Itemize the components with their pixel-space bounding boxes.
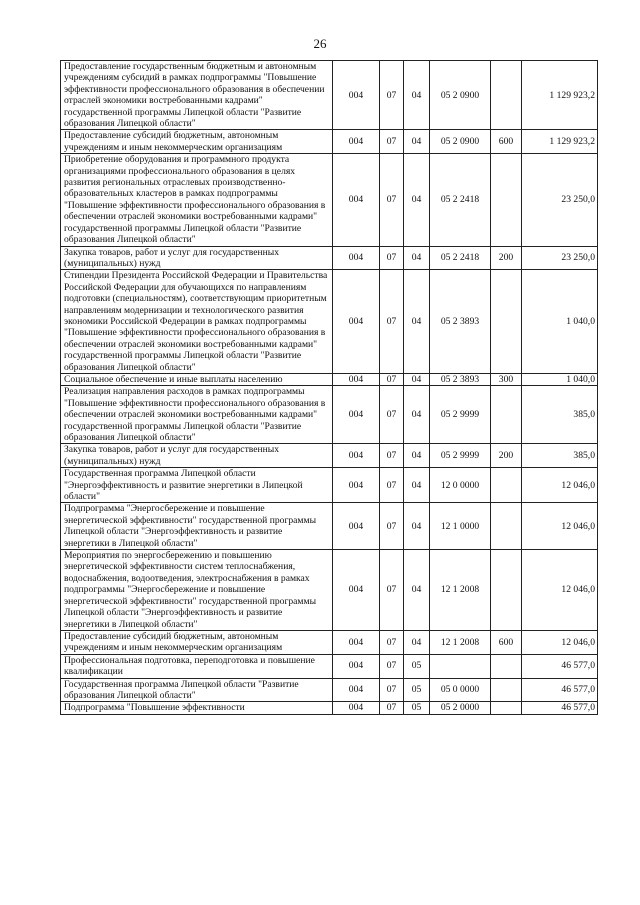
- table-row: [61, 503, 598, 550]
- table-row: [61, 246, 598, 270]
- target-code: 05 2 0900: [430, 61, 491, 130]
- section-code: 07: [380, 444, 404, 468]
- amount: 385,0: [522, 386, 598, 444]
- ministry-code: 004: [333, 444, 380, 468]
- expense-type-code: [491, 654, 522, 678]
- item-name: Подпрограмма "Повышение эффективности: [61, 702, 333, 714]
- ministry-code: 004: [333, 678, 380, 702]
- subsection-code: 04: [404, 503, 430, 550]
- expense-type-code: [491, 702, 522, 714]
- item-name: Предоставление субсидий бюджетным, автономным учреждениям и иным некоммерческим организациям: [61, 630, 333, 654]
- section-code: 07: [380, 654, 404, 678]
- ministry-code: 004: [333, 130, 380, 154]
- subsection-code: 04: [404, 468, 430, 503]
- subsection-code: 04: [404, 386, 430, 444]
- amount: 46 577,0: [522, 654, 598, 678]
- item-name: Государственная программа Липецкой области "Развитие образования Липецкой области": [61, 678, 333, 702]
- item-name: Мероприятия по энергосбережению и повышению энергетической эффективности систем теплоснабжения, водоснабжения, водоотведения, электроснабжения в рамках подпрограммы "Энергосбережение и повышение энергетической эффективности" государственной программы Липецкой области "Энергоэффективность и развитие энергетики в Липецкой области": [61, 550, 333, 631]
- expense-type-code: [491, 503, 522, 550]
- amount: 46 577,0: [522, 678, 598, 702]
- item-name: Предоставление субсидий бюджетным, автономным учреждениям и иным некоммерческим организациям: [61, 130, 333, 154]
- target-code: 05 2 9999: [430, 444, 491, 468]
- expense-type-code: [491, 678, 522, 702]
- subsection-code: 04: [404, 630, 430, 654]
- amount: 1 129 923,2: [522, 130, 598, 154]
- section-code: 07: [380, 503, 404, 550]
- target-code: [430, 654, 491, 678]
- target-code: 05 2 3893: [430, 270, 491, 374]
- amount: 1 040,0: [522, 373, 598, 385]
- section-code: 07: [380, 468, 404, 503]
- item-name: Социальное обеспечение и иные выплаты населению: [61, 373, 333, 385]
- ministry-code: 004: [333, 630, 380, 654]
- subsection-code: 04: [404, 444, 430, 468]
- expense-type-code: [491, 550, 522, 631]
- amount: 12 046,0: [522, 630, 598, 654]
- target-code: 12 0 0000: [430, 468, 491, 503]
- target-code: 05 2 9999: [430, 386, 491, 444]
- ministry-code: 004: [333, 270, 380, 374]
- item-name: Приобретение оборудования и программного продукта организациями профессионального образования в целях развития региональных отраслевых производственно-образовательных кластеров в рамках подпрограммы "Повышение эффективности профессионального образования в обеспечении отраслей экономики востребованными кадрами" государственной программы Липецкой области "Развитие образования Липецкой области": [61, 154, 333, 246]
- section-code: 07: [380, 678, 404, 702]
- table-row: [61, 386, 598, 444]
- subsection-code: 04: [404, 550, 430, 631]
- amount: 12 046,0: [522, 468, 598, 503]
- subsection-code: 04: [404, 270, 430, 374]
- ministry-code: 004: [333, 154, 380, 246]
- target-code: 05 2 2418: [430, 154, 491, 246]
- section-code: 07: [380, 130, 404, 154]
- subsection-code: 04: [404, 373, 430, 385]
- item-name: Предоставление государственным бюджетным и автономным учреждениям субсидий в рамках подпрограммы "Повышение эффективности профессионального образования в обеспечении отраслей экономики востребованными кадрами" государственной программы Липецкой области "Развитие образования Липецкой области": [61, 61, 333, 130]
- subsection-code: 05: [404, 654, 430, 678]
- subsection-code: 04: [404, 61, 430, 130]
- expense-type-code: 300: [491, 373, 522, 385]
- page-number: 26: [313, 36, 327, 51]
- subsection-code: 04: [404, 246, 430, 270]
- item-name: Государственная программа Липецкой области "Энергоэффективность и развитие энергетики в Липецкой области": [61, 468, 333, 503]
- expense-type-code: [491, 61, 522, 130]
- subsection-code: 04: [404, 154, 430, 246]
- table-row: [61, 550, 598, 631]
- item-name: Реализация направления расходов в рамках подпрограммы "Повышение эффективности профессионального образования в обеспечении отраслей экономики востребованными кадрами" государственной программы Липецкой области "Развитие образования Липецкой области": [61, 386, 333, 444]
- target-code: 05 2 0900: [430, 130, 491, 154]
- ministry-code: 004: [333, 246, 380, 270]
- ministry-code: 004: [333, 468, 380, 503]
- table-row: [61, 702, 598, 714]
- section-code: 07: [380, 702, 404, 714]
- expense-type-code: 600: [491, 630, 522, 654]
- table-row: [61, 373, 598, 385]
- amount: 1 129 923,2: [522, 61, 598, 130]
- budget-table: [60, 60, 598, 715]
- section-code: 07: [380, 61, 404, 130]
- table-row: [61, 154, 598, 246]
- ministry-code: 004: [333, 61, 380, 130]
- subsection-code: 05: [404, 678, 430, 702]
- target-code: 12 1 2008: [430, 630, 491, 654]
- table-row: [61, 444, 598, 468]
- table-row: [61, 678, 598, 702]
- amount: 1 040,0: [522, 270, 598, 374]
- table-row: [61, 130, 598, 154]
- table-row: [61, 61, 598, 130]
- expense-type-code: [491, 154, 522, 246]
- target-code: 05 2 2418: [430, 246, 491, 270]
- amount: 385,0: [522, 444, 598, 468]
- table-row: [61, 468, 598, 503]
- amount: 12 046,0: [522, 550, 598, 631]
- target-code: 12 1 2008: [430, 550, 491, 631]
- amount: 46 577,0: [522, 702, 598, 714]
- section-code: 07: [380, 270, 404, 374]
- ministry-code: 004: [333, 654, 380, 678]
- ministry-code: 004: [333, 373, 380, 385]
- expense-type-code: [491, 386, 522, 444]
- item-name: Закупка товаров, работ и услуг для государственных (муниципальных) нужд: [61, 444, 333, 468]
- item-name: Закупка товаров, работ и услуг для государственных (муниципальных) нужд: [61, 246, 333, 270]
- section-code: 07: [380, 550, 404, 631]
- ministry-code: 004: [333, 702, 380, 714]
- amount: 23 250,0: [522, 246, 598, 270]
- ministry-code: 004: [333, 386, 380, 444]
- subsection-code: 04: [404, 130, 430, 154]
- expense-type-code: 600: [491, 130, 522, 154]
- section-code: 07: [380, 630, 404, 654]
- expense-type-code: [491, 270, 522, 374]
- expense-type-code: 200: [491, 444, 522, 468]
- target-code: 05 2 3893: [430, 373, 491, 385]
- target-code: 12 1 0000: [430, 503, 491, 550]
- target-code: 05 2 0000: [430, 702, 491, 714]
- section-code: 07: [380, 386, 404, 444]
- amount: 12 046,0: [522, 503, 598, 550]
- table-row: [61, 654, 598, 678]
- table-row: [61, 270, 598, 374]
- section-code: 07: [380, 154, 404, 246]
- table-row: [61, 630, 598, 654]
- section-code: 07: [380, 373, 404, 385]
- ministry-code: 004: [333, 550, 380, 631]
- target-code: 05 0 0000: [430, 678, 491, 702]
- amount: 23 250,0: [522, 154, 598, 246]
- section-code: 07: [380, 246, 404, 270]
- item-name: Подпрограмма "Энергосбережение и повышение энергетической эффективности" государственной программы Липецкой области "Энергоэффективность и развитие энергетики в Липецкой области": [61, 503, 333, 550]
- item-name: Профессиональная подготовка, переподготовка и повышение квалификации: [61, 654, 333, 678]
- expense-type-code: [491, 468, 522, 503]
- ministry-code: 004: [333, 503, 380, 550]
- expense-type-code: 200: [491, 246, 522, 270]
- item-name: Стипендии Президента Российской Федерации и Правительства Российской Федерации для обучающихся по направлениям подготовки (специальностям), соответствующим приоритетным направлениям модернизации и технологического развития экономики Российской Федерации в рамках подпрограммы "Повышение эффективности профессионального образования в обеспечении отраслей экономики востребованными кадрами" государственной программы Липецкой области "Развитие образования Липецкой области": [61, 270, 333, 374]
- subsection-code: 05: [404, 702, 430, 714]
